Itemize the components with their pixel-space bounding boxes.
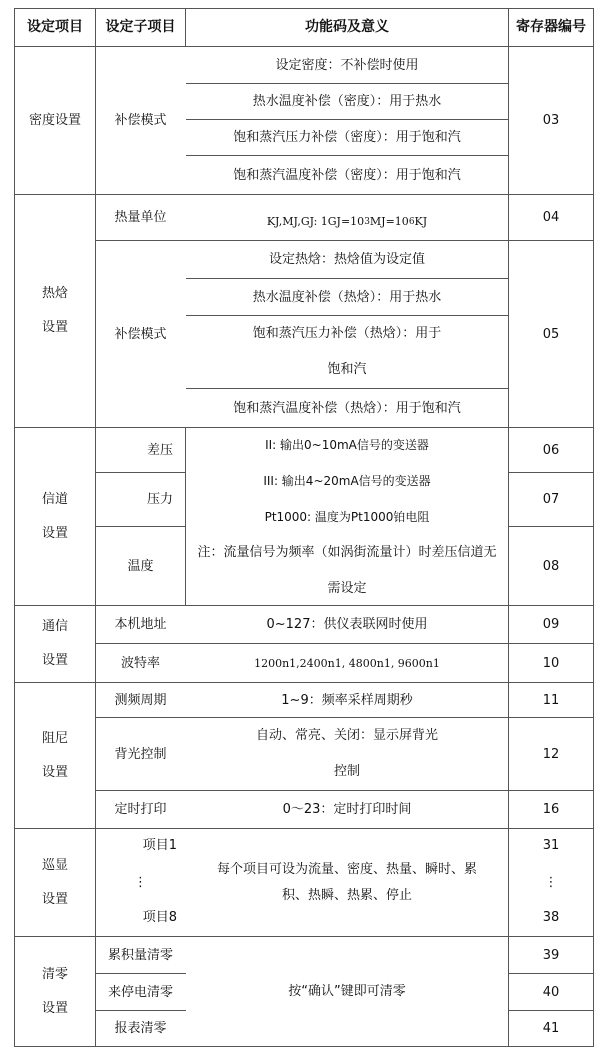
comm-sub-baud: 波特率 xyxy=(120,655,160,671)
header-function: 功能码及意义 xyxy=(305,19,389,35)
clear-register: 39 xyxy=(542,947,560,963)
heat-unit-register: 04 xyxy=(542,210,560,225)
channel-sub-temperature: 温度 xyxy=(127,558,154,574)
comm-func: 1200n1,2400n1, 4800n1, 9600n1 xyxy=(254,656,440,670)
patrol-register-first: 31 xyxy=(542,837,560,853)
enthalpy-func: 饱和蒸汽温度补偿（热焓）：用于饱和汽 xyxy=(233,400,461,416)
patrol-sub-last: 项目8 xyxy=(142,909,177,925)
enthalpy-func: 设定热焓：热焓值为设定值 xyxy=(268,252,425,267)
channel-sub-pressure: 压力 xyxy=(146,492,173,507)
density-func: 饱和蒸汽温度补偿（密度）：用于饱和汽 xyxy=(233,167,461,183)
enthalpy-func: 热水温度补偿（热焓）：用于热水 xyxy=(252,289,442,305)
header-register: 寄存器编号 xyxy=(516,19,586,35)
damping-sub-backlight: 背光控制 xyxy=(114,746,167,762)
clear-register: 40 xyxy=(542,984,560,1000)
table-border-right xyxy=(593,8,594,1047)
table-border-bottom xyxy=(14,1046,594,1047)
density-register: 03 xyxy=(542,113,560,128)
damping-func: 1~9：频率采样周期秒 xyxy=(281,692,413,708)
clear-register: 41 xyxy=(542,1021,560,1036)
density-func: 热水温度补偿（密度）：用于热水 xyxy=(252,94,442,109)
density-func: 饱和蒸汽压力补偿（密度）：用于饱和汽 xyxy=(233,130,461,145)
comm-func: 0~127：供仪表联网时使用 xyxy=(266,617,428,632)
clear-sub-total: 累积量清零 xyxy=(107,947,173,963)
density-func: 设定密度：不补偿时使用 xyxy=(275,57,419,73)
header-item: 设定项目 xyxy=(27,19,83,35)
damping-func: 自动、常亮、关闭：显示屏背光 控制 xyxy=(255,728,438,779)
patrol-func: 每个项目可设为流量、密度、热量、瞬时、累 积、热瞬、热累、停止 xyxy=(216,861,477,903)
enthalpy-comp-register: 05 xyxy=(542,326,560,342)
heat-unit-func: KJ,MJ,GJ: 1GJ=10 3 MJ=10 6 KJ xyxy=(266,215,428,228)
enthalpy-item: 热焓 设置 xyxy=(41,286,68,335)
patrol-register-last: 38 xyxy=(542,909,560,925)
damping-sub-print: 定时打印 xyxy=(114,802,167,817)
clear-sub-report: 报表清零 xyxy=(114,1021,167,1036)
density-sub: 补偿模式 xyxy=(114,113,167,128)
comm-sub-address: 本机地址 xyxy=(114,617,167,632)
damping-func: 0～23：定时打印时间 xyxy=(282,802,412,817)
patrol-sub-dots: ⋮ xyxy=(134,874,147,890)
channel-register: 07 xyxy=(542,492,560,507)
damping-item: 阻尼 设置 xyxy=(41,730,68,780)
patrol-item: 巡显 设置 xyxy=(41,857,68,907)
clear-sub-power: 来停电清零 xyxy=(107,984,173,1000)
damping-register: 11 xyxy=(542,692,560,708)
damping-register: 16 xyxy=(542,802,560,817)
heat-unit-sub: 热量单位 xyxy=(114,210,167,225)
damping-sub-freq: 测频周期 xyxy=(114,692,167,708)
damping-register: 12 xyxy=(542,746,560,762)
density-item: 密度设置 xyxy=(28,113,81,128)
clear-item: 清零 设置 xyxy=(41,966,68,1016)
patrol-register-dots: ⋮ xyxy=(544,874,558,890)
comm-register: 09 xyxy=(542,617,560,632)
channel-func: II: 输出0~10mA信号的变送器 III: 输出4~20mA信号的变送器 Pt1000: 温度为Pt1000铂电阻 注：流量信号为频率（如涡街流量计）时差压信道无 需设定 xyxy=(197,437,497,596)
header-subitem: 设定子项目 xyxy=(105,19,176,35)
channel-sub-diff-pressure: 差压 xyxy=(146,442,173,458)
channel-register: 06 xyxy=(542,442,560,458)
channel-item: 信道 设置 xyxy=(41,491,68,541)
channel-register: 08 xyxy=(542,558,560,574)
patrol-sub-first: 项目1 xyxy=(142,837,177,853)
enthalpy-func: 饱和蒸汽压力补偿（热焓）：用于 饱和汽 xyxy=(252,326,442,377)
comm-item: 通信 设置 xyxy=(41,619,68,668)
clear-func: 按“确认”键即可清零 xyxy=(288,984,406,999)
enthalpy-comp-sub: 补偿模式 xyxy=(114,326,167,342)
comm-register: 10 xyxy=(542,655,560,671)
